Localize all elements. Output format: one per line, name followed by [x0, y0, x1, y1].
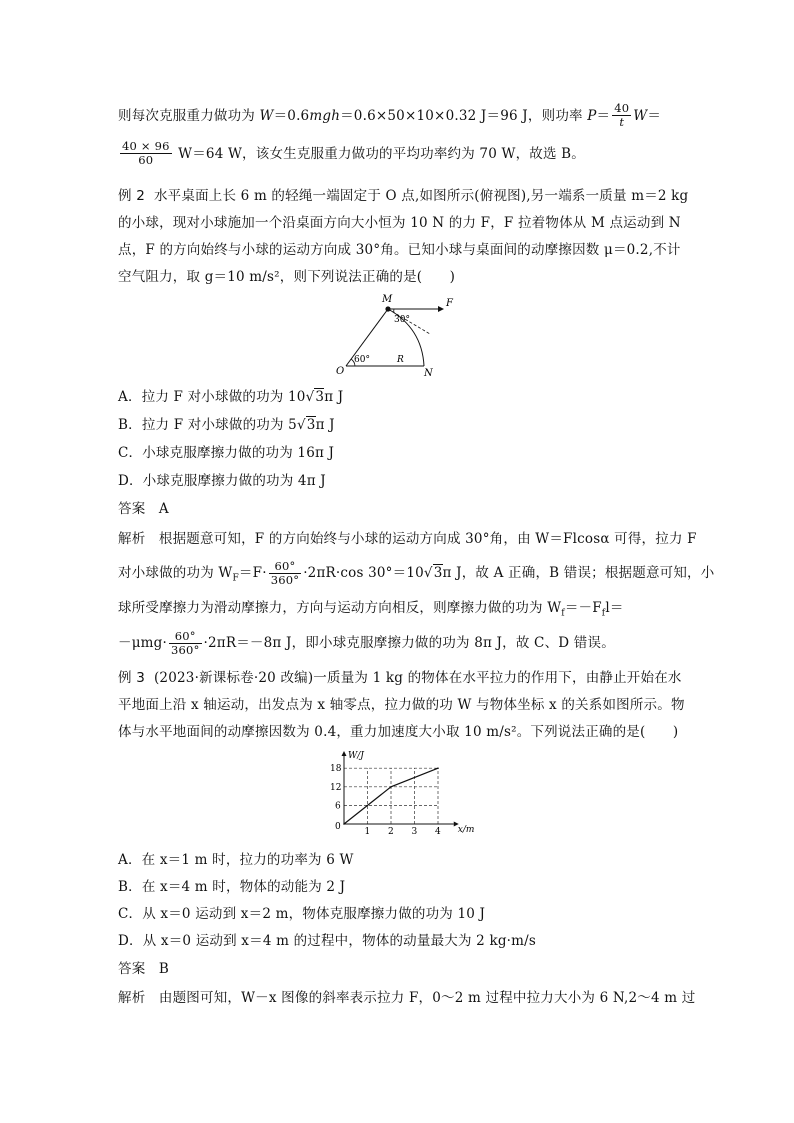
ex3-line-1	[118, 666, 682, 686]
arrow-head	[438, 306, 444, 312]
text: 的小球，现对小球施加一个沿桌面方向大小恒为 10 N 的力 F，F 拉着物体从 M 点运动到 N	[118, 215, 681, 231]
y-tick-label: 18	[330, 764, 342, 775]
frac-den: 360°	[270, 573, 300, 587]
frac-num: 40 × 96	[122, 139, 170, 153]
text: 体与水平地面间的动摩擦因数为 0.4，重力加速度大小取 10 m/s²。下列说法正确的是( )	[118, 724, 679, 740]
ex2-analysis-2	[118, 560, 714, 587]
ex2-option-a	[118, 385, 343, 405]
text: ＝	[647, 108, 662, 124]
sqrt-radicand: 3	[306, 417, 316, 433]
wx-chart	[320, 744, 480, 840]
text: ＝	[596, 108, 611, 124]
fraction-60-over-360	[169, 630, 202, 657]
answer-label: 答案	[118, 501, 146, 517]
text: 则每次克服重力做功为	[118, 108, 260, 124]
var-mgh: mgh	[309, 108, 341, 124]
text: ·2πR＝－8π J，即小球克服摩擦力做的功为 8π J，故 C、D 错误。	[203, 635, 615, 651]
data-point	[437, 767, 439, 769]
ex2-answer	[118, 497, 169, 517]
text: D．小球克服摩擦力做的功为 4π J	[118, 473, 326, 489]
ex2-figure	[330, 288, 480, 378]
label-30: 30°	[394, 315, 410, 325]
text: ＝F·	[238, 565, 267, 581]
y-axis-arrow	[342, 751, 347, 756]
y-tick-label: 6	[335, 801, 341, 812]
frac-den: 60	[138, 153, 154, 167]
subscript: F	[232, 573, 239, 584]
ex3-option-b	[118, 875, 345, 895]
sqrt-radicand: 3	[433, 565, 443, 581]
ex2-analysis-1	[118, 527, 697, 547]
subscript: f	[561, 608, 565, 619]
label-r: R	[397, 355, 404, 365]
text: 点，F 的方向始终与小球的运动方向成 30°角。已知小球与桌面间的动摩擦因数 μ＝0.2,不计	[118, 242, 681, 258]
text: B．在 x＝4 m 时，物体的动能为 2 J	[118, 879, 346, 895]
var-w: W	[633, 108, 648, 124]
label-60: 60°	[354, 355, 370, 365]
sqrt-sign: √	[305, 389, 315, 405]
example-label: 例 3	[118, 670, 145, 686]
label-o: O	[336, 366, 345, 377]
example-label: 例 2	[118, 188, 145, 204]
ex3-analysis-1	[118, 986, 695, 1006]
text: ＝－F	[564, 600, 602, 616]
fraction-40-over-t	[612, 102, 631, 129]
x-tick-label: 1	[364, 827, 371, 837]
answer-value: B	[158, 961, 170, 977]
ex2-line-3	[118, 238, 681, 258]
label-n: N	[424, 368, 433, 378]
text: π J，故 A 正确，B 错误；根据题意可知，小	[442, 565, 715, 581]
var-p: P	[587, 108, 597, 124]
ex3-answer	[118, 957, 169, 977]
text: W＝64 W，该女生克服重力做功的平均功率约为 70 W，故选 B。	[178, 146, 585, 162]
text: A．在 x＝1 m 时，拉力的功率为 6 W	[118, 852, 354, 868]
text: 空气阻力，取 g＝10 m/s²，则下列说法正确的是( )	[118, 269, 456, 285]
top-line-1	[118, 102, 661, 129]
text: ＝0.6×50×10×0.32 J＝96 J，则功率	[340, 108, 588, 124]
text: C．小球克服摩擦力做的功为 16π J	[118, 445, 335, 461]
ex2-analysis-4	[118, 630, 615, 657]
text: ＝0.6	[273, 108, 310, 124]
ex2-option-c	[118, 441, 334, 461]
var-w: W	[259, 108, 274, 124]
x-tick-label: 2	[388, 827, 394, 837]
text: －μmg·	[118, 635, 168, 651]
text: 球所受摩擦力为滑动摩擦力，方向与运动方向相反，则摩擦力做的功为 W	[118, 600, 562, 616]
subscript: f	[601, 608, 606, 619]
sqrt-sign: √	[296, 417, 306, 433]
x-tick-label: 4	[435, 827, 441, 837]
frac-num: 60°	[269, 560, 302, 574]
text: C．从 x＝0 运动到 x＝2 m，物体克服摩擦力做的功为 10 J	[118, 906, 486, 922]
x-axis-label: x/m	[457, 825, 475, 835]
answer-value: A	[158, 501, 169, 517]
label-f: F	[446, 298, 453, 309]
text: 根据题意可知，F 的方向始终与小球的运动方向成 30°角，由 W＝Flcosα 可得，拉力 F	[158, 531, 697, 547]
text: 平地面上沿 x 轴运动，出发点为 x 轴零点，拉力做的功 W 与物体坐标 x 的关系如图所示。物	[118, 697, 685, 713]
analysis-label: 解析	[118, 990, 146, 1006]
text: (2023·新课标卷·20 改编)一质量为 1 kg 的物体在水平拉力的作用下，由静止开始在水	[153, 670, 682, 686]
y-tick-label: 12	[330, 782, 342, 793]
frac-den: 360°	[171, 643, 200, 657]
x-tick-label: 3	[411, 827, 418, 837]
origin-label: 0	[335, 822, 341, 832]
ex3-option-a	[118, 848, 354, 868]
text: A．拉力 F 对小球做的功为 10	[118, 389, 306, 405]
ex2-option-d	[118, 469, 326, 489]
text: 对小球做的功为 W	[118, 565, 233, 581]
text: ·2πR·cos 30°＝10	[303, 565, 424, 581]
ex2-option-b	[118, 413, 335, 433]
data-point	[390, 786, 392, 788]
ex3-option-c	[118, 902, 485, 922]
text: π J	[315, 417, 335, 433]
text: 水平桌面上长 6 m 的轻绳一端固定于 O 点,如图所示(俯视图),另一端系一质量 m＝2 kg	[153, 188, 689, 204]
frac-den: t	[619, 115, 625, 129]
ex2-line-2	[118, 211, 681, 231]
analysis-label: 解析	[118, 531, 146, 547]
frac-num: 60°	[169, 630, 202, 644]
text: 由题图可知，W－x 图像的斜率表示拉力 F，0～2 m 过程中拉力大小为 6 N,2～4 m 过	[158, 990, 696, 1006]
ex2-line-4	[118, 265, 455, 285]
fraction-60-over-360	[269, 560, 302, 587]
fraction-40x96-over-60	[120, 140, 172, 167]
ex3-line-3	[118, 720, 678, 740]
label-m: M	[382, 294, 393, 305]
ex3-line-2	[118, 693, 685, 713]
sqrt-radicand: 3	[315, 389, 325, 405]
answer-label: 答案	[118, 961, 146, 977]
ex3-option-d	[118, 929, 536, 949]
text: B．拉力 F 对小球做的功为 5	[118, 417, 297, 433]
y-axis-label: W/J	[348, 751, 364, 761]
text: l＝	[605, 600, 624, 616]
ball-dot	[385, 306, 390, 311]
text: π J	[324, 389, 344, 405]
text: D．从 x＝0 运动到 x＝4 m 的过程中，物体的动量最大为 2 kg·m/s	[118, 933, 537, 949]
ex2-line-1	[118, 184, 688, 204]
ex2-analysis-3	[118, 596, 624, 619]
sqrt-sign: √	[423, 565, 433, 581]
data-point	[343, 823, 345, 825]
frac-num: 40	[614, 101, 630, 115]
top-line-2	[118, 140, 585, 167]
